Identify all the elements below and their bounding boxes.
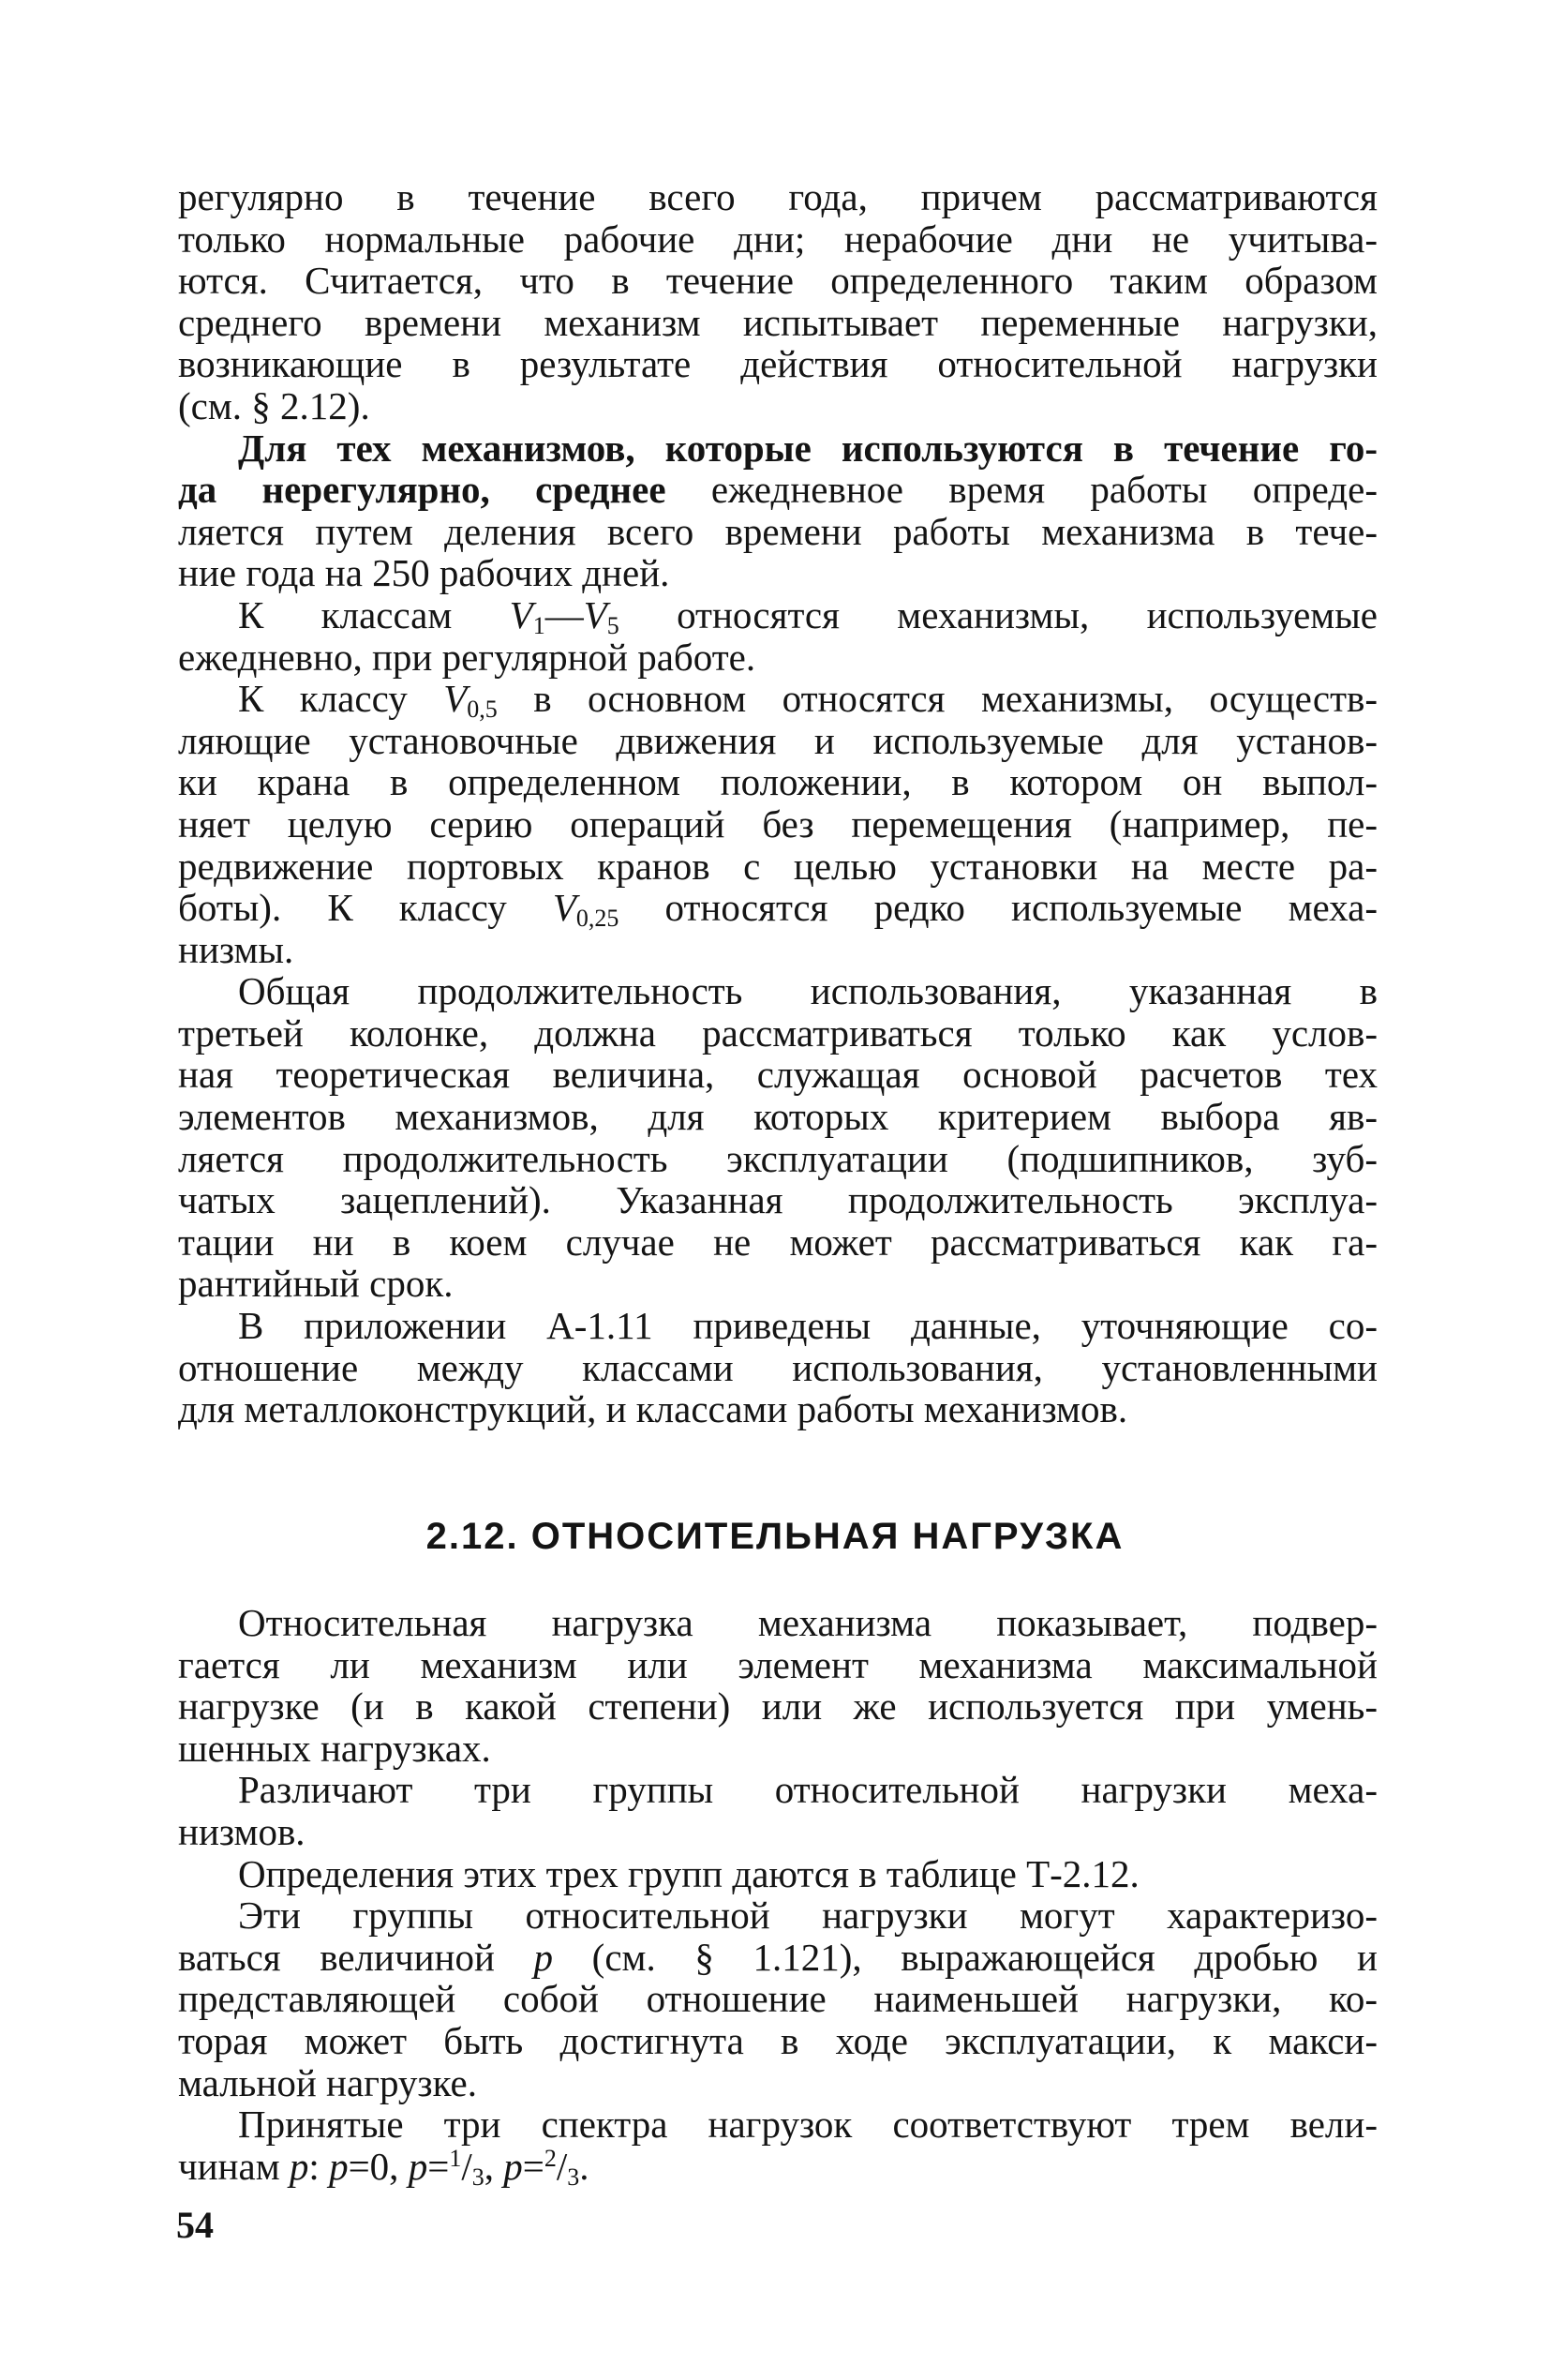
text-segment: / [461,2144,472,2188]
superscript: 2 [544,2144,557,2172]
text-line: отношение между классами использования, установленными [178,1345,1378,1389]
italic-symbol: V [509,592,533,636]
text-segment: относятся механизмы, используемые [619,592,1378,636]
text-segment: чинам [178,2144,290,2188]
italic-symbol: p [289,2144,309,2188]
text-line [178,427,1378,470]
text-line [178,2144,1378,2191]
text-line: ляющие установочные движения и используемые для установ- [178,718,1378,762]
text-segment: да нерегулярно, среднее [178,468,666,512]
text-segment: — [544,592,584,636]
text-line: (см. § 2.12). [178,383,370,427]
paragraph [178,1894,1378,2103]
text-line: среднего времени механизм испытывает переменные нагрузки, [178,300,1378,344]
paragraph [178,176,1378,427]
text-segment: ваться величиной [178,1935,534,1979]
text-line [178,886,1378,933]
text-line: ляется продолжительность эксплуатации (подшипников, зуб- [178,1136,1378,1180]
text-line: Различают три группы относительной нагрузки меха- [238,1768,1378,1812]
text-line: няет целую серию операций без перемещения (например, пе- [178,801,1378,846]
text-line: Определения этих трех групп даются в таблице Т-2.12. [238,1851,1140,1895]
text-section-relative-load [178,1601,1378,2191]
paragraph [178,427,1378,594]
text-segment: = [522,2144,544,2188]
paragraph [178,2103,1378,2191]
paragraph [178,1305,1378,1430]
italic-symbol: p [533,1935,554,1979]
page-number: 54 [176,2204,214,2246]
italic-symbol: p [503,2144,523,2188]
text-line: торая может быть достигнута в ходе эксплуатации, к макси- [178,2018,1378,2062]
text-line: рантийный срок. [178,1262,454,1306]
text-segment: Для тех механизмов, которые используются в течение го- [238,426,1378,470]
text-line: ки крана в определенном положении, в котором он выпол- [178,760,1378,804]
text-segment: / [556,2144,568,2188]
text-line: только нормальные рабочие дни; нерабочие дни не учитыва- [178,217,1378,261]
paragraph [178,1602,1378,1769]
text-line: Относительная нагрузка механизма показывает, подвер- [238,1601,1378,1644]
paragraph [178,1769,1378,1852]
text-line: В приложении А-1.11 приведены данные, уточняющие со- [238,1304,1378,1348]
section-heading: 2.12. ОТНОСИТЕЛЬНАЯ НАГРУЗКА [425,1516,1125,1557]
text-segment: К классам [238,592,510,636]
text-line: низмов. [178,1809,306,1853]
text-line: редвижение портовых кранов с целью установки на месте ра- [178,844,1378,888]
text-line: представляющей собой отношение наименьшей нагрузки, ко- [178,1977,1378,2021]
text-line: ляется путем деления всего времени работы механизма в тече- [178,509,1378,553]
text-segment: = [427,2144,450,2188]
text-line: чатых зацеплений). Указанная продолжительность эксплуа- [178,1178,1378,1222]
subscript: 5 [606,611,619,639]
text-segment: боты). К классу [178,886,553,930]
text-line [178,592,1378,639]
text-segment: относятся редко используемые меха- [619,886,1378,930]
paragraph [178,594,1378,678]
text-line: ются. Считается, что в течение определенного таким образом [178,259,1378,303]
text-segment: (см. § 1.121), выражающейся дробью и [553,1935,1378,1979]
text-line: Эти группы относительной нагрузки могут характеризо- [238,1894,1378,1938]
paragraph [178,1853,1378,1895]
text-line: мальной нагрузке. [178,2060,477,2104]
text-segment: ежедневное время работы опреде- [665,468,1379,512]
text-segment: К классу [238,677,444,721]
text-line: тации ни в коем случае не может рассматриваться как га- [178,1220,1378,1264]
text-line: элементов механизмов, для которых критерием выбора яв- [178,1095,1378,1139]
italic-symbol: p [329,2144,349,2188]
text-line: возникающие в результате действия относительной нагрузки [178,342,1378,386]
italic-symbol: V [583,592,607,636]
text-segment: , [484,2144,504,2188]
text-line [178,469,1378,511]
text-segment: : [308,2144,330,2188]
subscript: 1 [532,611,545,639]
text-line: шенных нагрузках. [178,1726,491,1770]
superscript: 1 [449,2144,462,2172]
text-line: Принятые три спектра нагрузок соответствуют трем вели- [238,2103,1378,2147]
text-segment: . [579,2144,589,2188]
text-line: ная теоретическая величина, служащая основой расчетов тех [178,1053,1378,1097]
italic-symbol: V [443,677,468,721]
text-line: для металлоконструкций, и классами работы механизмов. [178,1387,1128,1431]
paragraph [178,678,1378,970]
text-section-before-heading [178,176,1378,1430]
subscript: 0,25 [575,905,619,933]
text-line [178,677,1378,724]
paragraph [178,970,1378,1305]
text-segment: в основном относятся механизмы, осуществ- [497,677,1378,721]
text-line: регулярно в течение всего года, причем рассматриваются [178,175,1378,218]
subscript: 0,5 [467,696,498,724]
text-line: нагрузке (и в какой степени) или же используется при умень- [178,1684,1378,1729]
text-line: Общая продолжительность использования, указанная в [238,969,1378,1013]
subscript: 3 [567,2163,580,2191]
italic-symbol: p [408,2144,428,2188]
text-line: ние года на 250 рабочих дней. [178,551,670,595]
text-segment: =0, [348,2144,409,2188]
text-line: третьей колонке, должна рассматриваться только как услов- [178,1010,1378,1055]
italic-symbol: V [552,886,576,930]
text-line: низмы. [178,927,294,971]
text-line: гается ли механизм или элемент механизма максимальной [178,1642,1378,1686]
subscript: 3 [471,2163,484,2191]
text-line: ежедневно, при регулярной работе. [178,635,756,679]
text-line [178,1937,1378,1979]
